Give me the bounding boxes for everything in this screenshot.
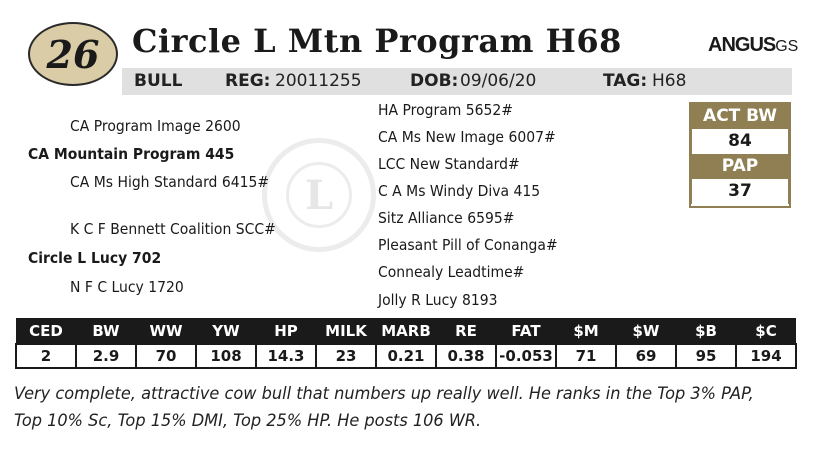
epd-header-ww: WW — [136, 318, 196, 344]
sex-label: BULL — [134, 71, 183, 91]
epd-value-fat: -0.053 — [496, 344, 556, 368]
great-grandparent: Sitz Alliance 6595# — [378, 209, 515, 227]
epd-value-bw: 2.9 — [76, 344, 136, 368]
dam-dam: N F C Lucy 1720 — [70, 278, 184, 296]
epd-header-row — [16, 318, 796, 344]
dob-label: DOB: — [410, 71, 459, 91]
epd-header-marb: MARB — [376, 318, 436, 344]
dam: Circle L Lucy 702 — [28, 249, 162, 267]
brand-suffix: GS — [775, 38, 799, 55]
lot-number: 26 — [46, 31, 100, 77]
sire-dam: CA Ms High Standard 6415# — [70, 173, 270, 191]
epd-header-yw: YW — [196, 318, 256, 344]
epd-value-marb: 0.21 — [376, 344, 436, 368]
act-bw-value: 84 — [691, 129, 789, 154]
epd-header-b: $B — [676, 318, 736, 344]
epd-value-yw: 108 — [196, 344, 256, 368]
epd-header-fat: FAT — [496, 318, 556, 344]
epd-table — [15, 318, 797, 369]
epd-header-w: $W — [616, 318, 676, 344]
epd-header-ced: CED — [16, 318, 76, 344]
animal-name: Circle L Mtn Program H68 — [132, 22, 622, 60]
dob-value: 09/06/20 — [460, 71, 537, 91]
great-grandparent: Connealy Leadtime# — [378, 263, 525, 281]
pap-value: 37 — [691, 179, 789, 204]
epd-value-ww: 70 — [136, 344, 196, 368]
epd-header-m: $M — [556, 318, 616, 344]
epd-value-milk: 23 — [316, 344, 376, 368]
ranch-watermark-logo — [262, 138, 376, 252]
epd-header-re: RE — [436, 318, 496, 344]
act-bw-label: ACT BW — [691, 104, 789, 129]
reg-value: 20011255 — [275, 71, 362, 91]
watermark-letter: L — [286, 162, 352, 228]
epd-header-hp: HP — [256, 318, 316, 344]
act-bw-pap-box — [689, 102, 791, 208]
epd-header-c: $C — [736, 318, 796, 344]
epd-value-m: 71 — [556, 344, 616, 368]
epd-header-bw: BW — [76, 318, 136, 344]
sire-sire: CA Program Image 2600 — [70, 117, 241, 135]
epd-value-c: 194 — [736, 344, 796, 368]
angus-gs-logo — [708, 34, 798, 57]
pap-label: PAP — [691, 154, 789, 179]
tag-value: H68 — [652, 71, 687, 91]
dam-sire: K C F Bennett Coalition SCC# — [70, 220, 276, 238]
great-grandparent: CA Ms New Image 6007# — [378, 128, 556, 146]
epd-value-w: 69 — [616, 344, 676, 368]
great-grandparent: Jolly R Lucy 8193 — [378, 291, 498, 309]
great-grandparent: Pleasant Pill of Conanga# — [378, 236, 558, 254]
great-grandparent: C A Ms Windy Diva 415 — [378, 182, 541, 200]
lot-number-badge — [28, 22, 118, 86]
epd-value-ced: 2 — [16, 344, 76, 368]
epd-value-row — [16, 344, 796, 368]
sire: CA Mountain Program 445 — [28, 145, 235, 163]
epd-value-b: 95 — [676, 344, 736, 368]
reg-label: REG: — [225, 71, 271, 91]
epd-value-re: 0.38 — [436, 344, 496, 368]
epd-header-milk: MILK — [316, 318, 376, 344]
lot-comment: Very complete, attractive cow bull that numbers up really well. He ranks in the Top 3% PAP, Top 10% Sc, Top 15% DMI, Top 25% HP. He posts 106 WR. — [14, 384, 754, 431]
great-grandparent: HA Program 5652# — [378, 101, 513, 119]
brand-main: ANGUS — [708, 34, 776, 56]
epd-value-hp: 14.3 — [256, 344, 316, 368]
great-grandparent: LCC New Standard# — [378, 155, 520, 173]
tag-label: TAG: — [603, 71, 648, 91]
info-bar — [122, 68, 792, 95]
